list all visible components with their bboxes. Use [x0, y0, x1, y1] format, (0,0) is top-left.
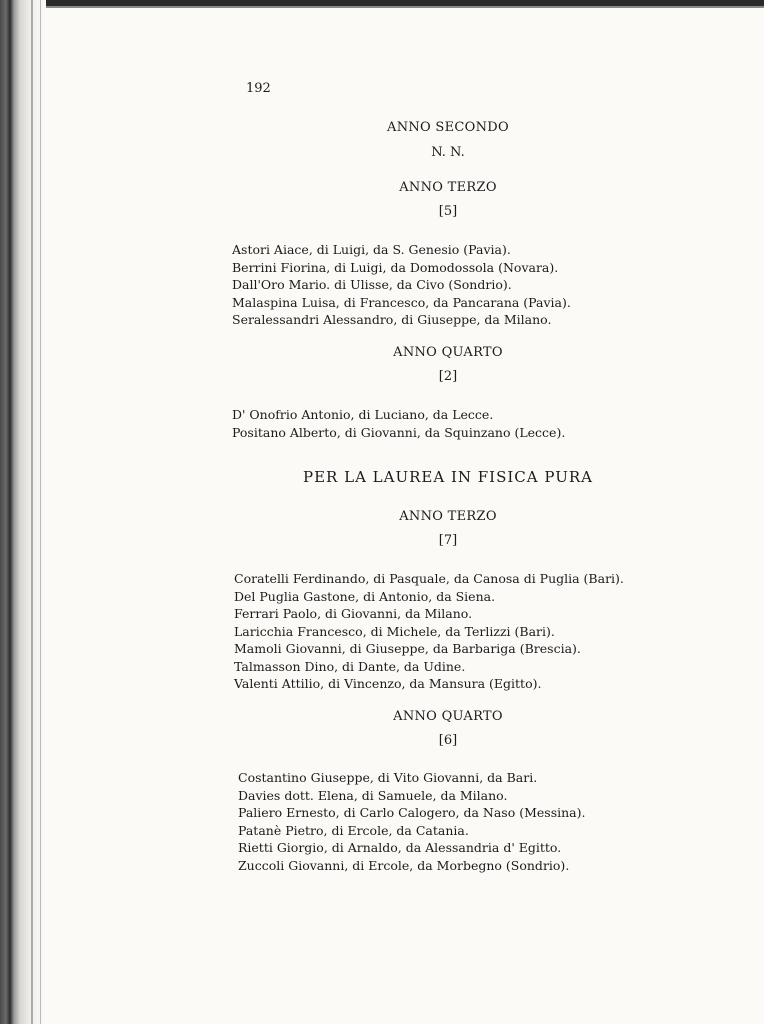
heading-fisica-anno-quarto: ANNO QUARTO	[393, 709, 503, 724]
list-item: Patanè Pietro, di Ercole, da Catania.	[238, 822, 469, 838]
list-item: Berrini Fiorina, di Luigi, da Domodossola (Novara).	[232, 259, 559, 275]
binding-shadow	[31, 0, 33, 1024]
count-fisica-anno-quarto: [6]	[438, 733, 458, 748]
list-item: D' Onofrio Antonio, di Luciano, da Lecce.	[232, 407, 494, 422]
section-title-fisica-pura: PER LA LAUREA IN FISICA PURA	[303, 468, 593, 486]
list-item: Talmasson Dino, di Dante, da Udine.	[234, 658, 466, 674]
binding-fold-line	[40, 0, 41, 1024]
count-anno-terzo: [5]	[438, 204, 458, 219]
count-anno-quarto: [2]	[438, 369, 458, 384]
count-anno-secondo: N. N.	[431, 145, 465, 160]
list-item: Coratelli Ferdinando, di Pasquale, da Canosa di Puglia (Bari).	[234, 571, 624, 586]
student-list-anno-terzo	[232, 241, 571, 329]
list-item: Rietti Giorgio, di Arnaldo, da Alessandria d' Egitto.	[238, 840, 562, 855]
count-fisica-anno-terzo: [7]	[438, 533, 458, 548]
list-item: Ferrari Paolo, di Giovanni, da Milano.	[234, 606, 473, 621]
list-item: Dall'Oro Mario. di Ulisse, da Civo (Sondrio).	[232, 277, 512, 292]
list-item: Costantino Giuseppe, di Vito Giovanni, da Bari.	[238, 770, 538, 785]
list-item: Astori Aiace, di Luigi, da S. Genesio (Pavia).	[232, 242, 511, 257]
student-list-fisica-anno-quarto	[238, 769, 585, 874]
heading-anno-terzo: ANNO TERZO	[399, 180, 497, 195]
page-number: 192	[246, 81, 271, 96]
list-item: Laricchia Francesco, di Michele, da Terlizzi (Bari).	[234, 623, 555, 639]
list-item: Seralessandri Alessandro, di Giuseppe, da Milano.	[232, 312, 552, 327]
list-item: Paliero Ernesto, di Carlo Calogero, da Naso (Messina).	[238, 805, 586, 820]
heading-fisica-anno-terzo: ANNO TERZO	[399, 509, 497, 524]
list-item: Positano Alberto, di Giovanni, da Squinzano (Lecce).	[232, 424, 566, 440]
student-list-anno-quarto	[232, 406, 565, 441]
list-item: Del Puglia Gastone, di Antonio, da Siena.	[234, 588, 496, 604]
list-item: Valenti Attilio, di Vincenzo, da Mansura (Egitto).	[234, 676, 542, 691]
list-item: Malaspina Luisa, di Francesco, da Pancarana (Pavia).	[232, 294, 571, 310]
list-item: Zuccoli Giovanni, di Ercole, da Morbegno (Sondrio).	[238, 857, 570, 873]
page-top-edge-shadow	[28, 6, 764, 8]
heading-anno-secondo: ANNO SECONDO	[387, 120, 509, 135]
list-item: Mamoli Giovanni, di Giuseppe, da Barbariga (Brescia).	[234, 641, 581, 656]
student-list-fisica-anno-terzo	[234, 570, 624, 693]
heading-anno-quarto: ANNO QUARTO	[393, 345, 503, 360]
list-item: Davies dott. Elena, di Samuele, da Milano.	[238, 787, 508, 803]
